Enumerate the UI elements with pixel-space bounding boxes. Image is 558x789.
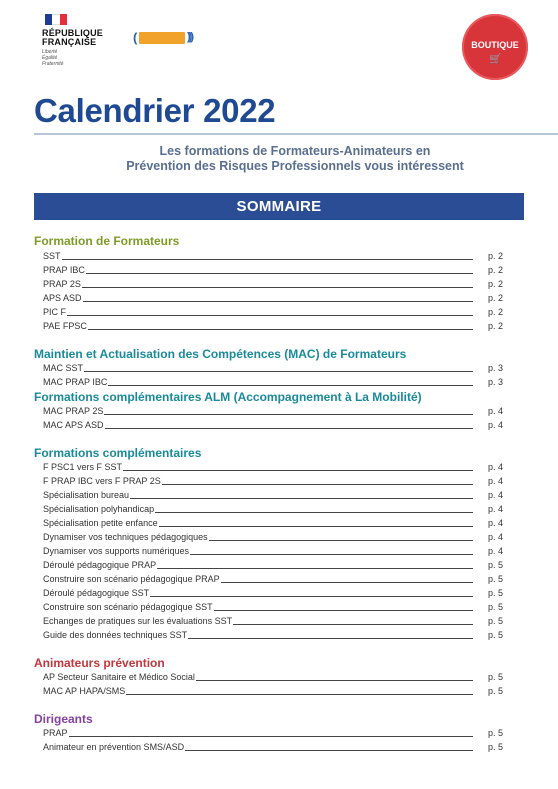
toc-page: p. 4 <box>487 532 503 542</box>
toc-page: p. 4 <box>487 476 503 486</box>
toc-label: MAC PRAP 2S <box>43 406 104 416</box>
toc-page: p. 5 <box>487 728 503 738</box>
toc-row[interactable] <box>43 573 503 586</box>
toc-row[interactable] <box>43 489 503 502</box>
toc-label: Echanges de pratiques sur les évaluations SST <box>43 616 233 626</box>
toc-label: Dynamiser vos supports numériques <box>43 546 190 556</box>
french-flag-icon <box>45 14 67 25</box>
toc-page: p. 2 <box>487 293 503 303</box>
title-divider <box>34 133 558 135</box>
toc-page: p. 4 <box>487 518 503 528</box>
sommaire-band: SOMMAIRE <box>34 193 524 220</box>
toc-row[interactable] <box>43 503 503 516</box>
badge-label: BOUTIQUE <box>471 40 519 50</box>
toc-page: p. 2 <box>487 251 503 261</box>
toc-row[interactable] <box>43 475 503 488</box>
toc-page: p. 3 <box>487 377 503 387</box>
toc-page: p. 3 <box>487 363 503 373</box>
leader-dots <box>43 315 473 316</box>
toc-page: p. 5 <box>487 630 503 640</box>
section-title: Formations complémentaires <box>34 446 202 460</box>
toc-page: p. 4 <box>487 406 503 416</box>
toc-row[interactable] <box>43 741 503 754</box>
leader-dots <box>43 414 473 415</box>
leader-dots <box>43 287 473 288</box>
toc-row[interactable] <box>43 320 503 333</box>
section-title: Dirigeants <box>34 712 93 726</box>
leader-dots <box>43 301 473 302</box>
toc-page: p. 4 <box>487 546 503 556</box>
toc-page: p. 2 <box>487 307 503 317</box>
toc-row[interactable] <box>43 250 503 263</box>
toc-row[interactable] <box>43 292 503 305</box>
section-title: Formations complémentaires ALM (Accompagnement à La Mobilité) <box>34 390 422 404</box>
toc-page: p. 5 <box>487 588 503 598</box>
section-title: Formation de Formateurs <box>34 234 180 248</box>
toc-page: p. 5 <box>487 742 503 752</box>
toc-label: Construire son scénario pédagogique PRAP <box>43 574 220 584</box>
partner-logo <box>133 30 213 64</box>
toc-row[interactable] <box>43 545 503 558</box>
toc-label: Guide des données techniques SST <box>43 630 188 640</box>
partner-logo-mark: ( <box>133 30 138 45</box>
toc-page: p. 5 <box>487 686 503 696</box>
toc-label: PRAP 2S <box>43 279 81 289</box>
toc-row[interactable] <box>43 629 503 642</box>
toc-row[interactable] <box>43 727 503 740</box>
toc-row[interactable] <box>43 419 503 432</box>
toc-page: p. 2 <box>487 265 503 275</box>
toc-label: Spécialisation polyhandicap <box>43 504 155 514</box>
toc-row[interactable] <box>43 587 503 600</box>
toc-row[interactable] <box>43 531 503 544</box>
toc-label: MAC SST <box>43 363 84 373</box>
shopping-cart-icon: 🛒 <box>489 54 502 65</box>
rf-motto: Liberté Égalité Fraternité <box>42 49 64 67</box>
toc-page: p. 4 <box>487 462 503 472</box>
section-title: Maintien et Actualisation des Compétences (MAC) de Formateurs <box>34 347 407 361</box>
toc-label: Déroulé pédagogique SST <box>43 588 150 598</box>
toc-label: Spécialisation bureau <box>43 490 130 500</box>
toc-label: F PRAP IBC vers F PRAP 2S <box>43 476 161 486</box>
toc-page: p. 4 <box>487 420 503 430</box>
toc-label: SST <box>43 251 61 261</box>
toc-row[interactable] <box>43 405 503 418</box>
toc-label: MAC APS ASD <box>43 420 104 430</box>
partner-logo-box <box>139 32 185 44</box>
toc-row[interactable] <box>43 362 503 375</box>
leader-dots <box>43 736 473 737</box>
boutique-badge[interactable] <box>462 14 528 80</box>
leader-dots <box>43 329 473 330</box>
toc-label: Animateur en prévention SMS/ASD <box>43 742 185 752</box>
toc-page: p. 5 <box>487 602 503 612</box>
toc-label: MAC PRAP IBC <box>43 377 108 387</box>
republique-francaise-logo <box>42 14 122 67</box>
toc-row[interactable] <box>43 517 503 530</box>
partner-logo-waves-icon: ))) <box>187 31 192 43</box>
toc-page: p. 2 <box>487 279 503 289</box>
rf-name: RÉPUBLIQUE FRANÇAISE <box>42 28 104 47</box>
toc-page: p. 5 <box>487 672 503 682</box>
toc-label: APS ASD <box>43 293 82 303</box>
toc-row[interactable] <box>43 671 503 684</box>
toc-label: PIC F <box>43 307 67 317</box>
leader-dots <box>43 259 473 260</box>
leader-dots <box>43 371 473 372</box>
toc-label: PRAP <box>43 728 68 738</box>
toc-page: p. 2 <box>487 321 503 331</box>
toc-label: AP Secteur Sanitaire et Médico Social <box>43 672 195 682</box>
toc-page: p. 4 <box>487 504 503 514</box>
toc-label: PAE FPSC <box>43 321 87 331</box>
toc-row[interactable] <box>43 376 503 389</box>
toc-row[interactable] <box>43 601 503 614</box>
toc-row[interactable] <box>43 278 503 291</box>
toc-label: Dynamiser vos techniques pédagogiques <box>43 532 208 542</box>
toc-row[interactable] <box>43 264 503 277</box>
leader-dots <box>43 273 473 274</box>
toc-row[interactable] <box>43 461 503 474</box>
toc-label: MAC AP HAPA/SMS <box>43 686 126 696</box>
toc-row[interactable] <box>43 615 503 628</box>
page-subtitle: Les formations de Formateurs-Animateurs en Prévention des Risques Professionnels vous intéressent <box>126 144 464 173</box>
toc-row[interactable] <box>43 559 503 572</box>
toc-label: F PSC1 vers F SST <box>43 462 123 472</box>
toc-label: Déroulé pédagogique PRAP <box>43 560 157 570</box>
page-title: Calendrier 2022 <box>34 92 276 129</box>
toc-page: p. 5 <box>487 616 503 626</box>
leader-dots <box>43 428 473 429</box>
toc-label: PRAP IBC <box>43 265 85 275</box>
toc-label: Construire son scénario pédagogique SST <box>43 602 213 612</box>
toc-row[interactable] <box>43 306 503 319</box>
toc-row[interactable] <box>43 685 503 698</box>
toc-page: p. 5 <box>487 574 503 584</box>
toc-page: p. 5 <box>487 560 503 570</box>
section-title: Animateurs prévention <box>34 656 165 670</box>
toc-page: p. 4 <box>487 490 503 500</box>
toc-label: Spécialisation petite enfance <box>43 518 158 528</box>
